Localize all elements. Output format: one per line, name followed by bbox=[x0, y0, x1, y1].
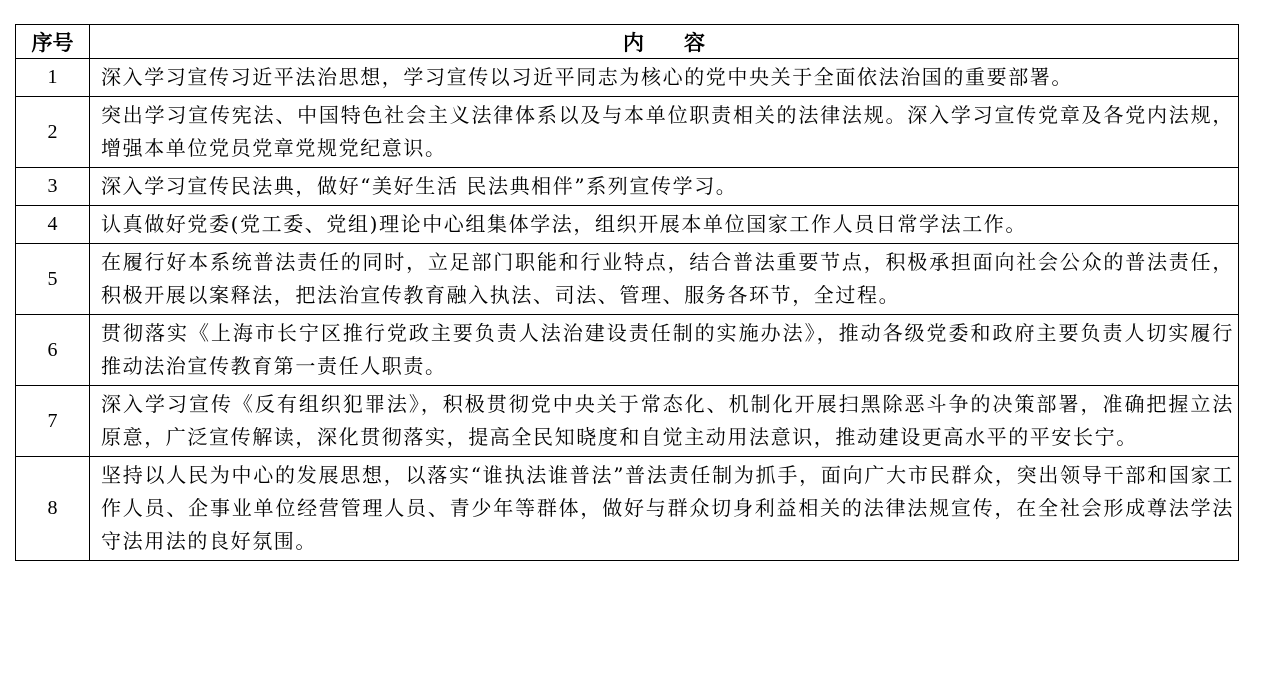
row-number: 3 bbox=[16, 168, 90, 206]
table-row bbox=[16, 244, 1239, 315]
row-number: 6 bbox=[16, 315, 90, 386]
row-content: 突出学习宣传宪法、中国特色社会主义法律体系以及与本单位职责相关的法律法规。深入学习宣传党章及各党内法规，增强本单位党员党章党规党纪意识。 bbox=[90, 97, 1239, 168]
table-row bbox=[16, 457, 1239, 561]
row-number: 5 bbox=[16, 244, 90, 315]
header-content: 内容 bbox=[90, 25, 1239, 59]
content-table bbox=[15, 24, 1239, 561]
table-header-row bbox=[16, 25, 1239, 59]
row-number: 4 bbox=[16, 206, 90, 244]
row-content: 深入学习宣传习近平法治思想，学习宣传以习近平同志为核心的党中央关于全面依法治国的重要部署。 bbox=[90, 59, 1239, 97]
row-content: 深入学习宣传《反有组织犯罪法》，积极贯彻党中央关于常态化、机制化开展扫黑除恶斗争的决策部署，准确把握立法原意，广泛宣传解读，深化贯彻落实，提高全民知晓度和自觉主动用法意识，推动建设更高水平的平安长宁。 bbox=[90, 386, 1239, 457]
row-number: 8 bbox=[16, 457, 90, 561]
row-content: 深入学习宣传民法典，做好“美好生活 民法典相伴”系列宣传学习。 bbox=[90, 168, 1239, 206]
row-number: 2 bbox=[16, 97, 90, 168]
header-serial-number: 序号 bbox=[16, 25, 90, 59]
row-content: 贯彻落实《上海市长宁区推行党政主要负责人法治建设责任制的实施办法》，推动各级党委和政府主要负责人切实履行推动法治宣传教育第一责任人职责。 bbox=[90, 315, 1239, 386]
row-content: 认真做好党委(党工委、党组)理论中心组集体学法，组织开展本单位国家工作人员日常学法工作。 bbox=[90, 206, 1239, 244]
row-content: 坚持以人民为中心的发展思想，以落实“谁执法谁普法”普法责任制为抓手，面向广大市民群众，突出领导干部和国家工作人员、企事业单位经营管理人员、青少年等群体，做好与群众切身利益相关的法律法规宣传，在全社会形成尊法学法守法用法的良好氛围。 bbox=[90, 457, 1239, 561]
row-number: 7 bbox=[16, 386, 90, 457]
table-row bbox=[16, 97, 1239, 168]
row-content: 在履行好本系统普法责任的同时，立足部门职能和行业特点，结合普法重要节点，积极承担面向社会公众的普法责任，积极开展以案释法，把法治宣传教育融入执法、司法、管理、服务各环节，全过程。 bbox=[90, 244, 1239, 315]
table-row bbox=[16, 386, 1239, 457]
row-number: 1 bbox=[16, 59, 90, 97]
table-row bbox=[16, 59, 1239, 97]
table-row bbox=[16, 315, 1239, 386]
table-row bbox=[16, 206, 1239, 244]
table-row bbox=[16, 168, 1239, 206]
